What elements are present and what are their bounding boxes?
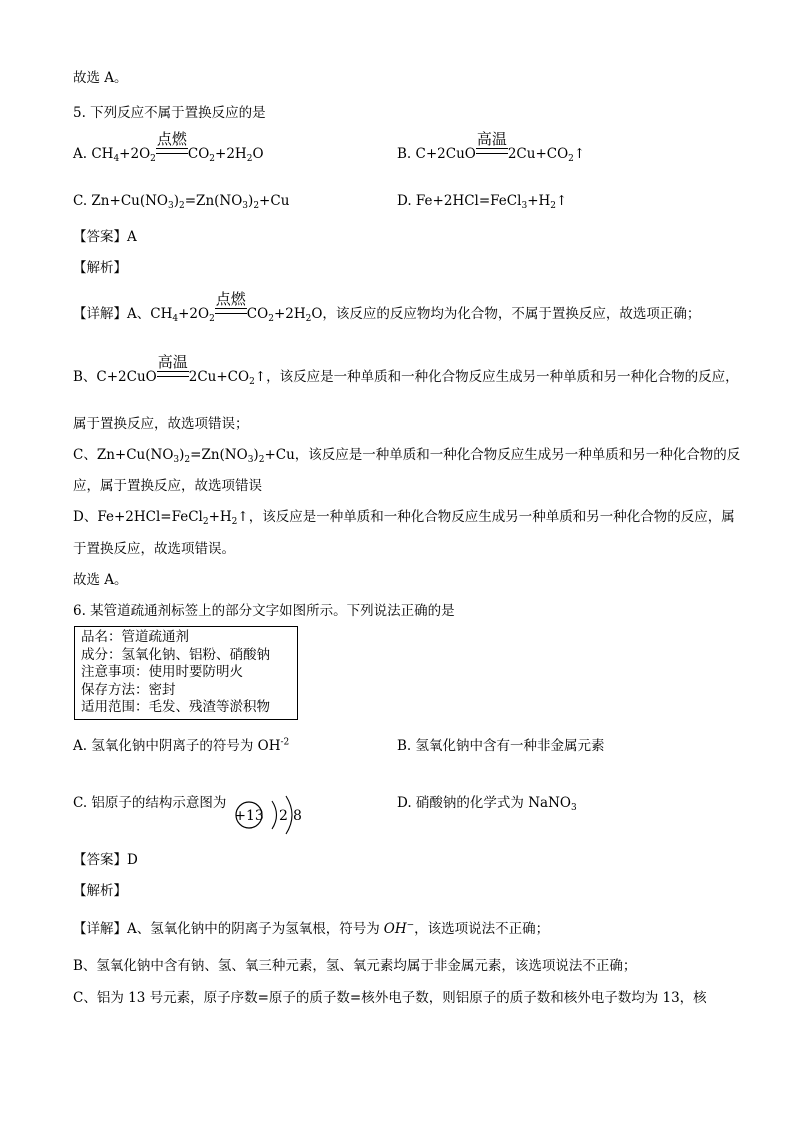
formula-text: +Cu，该反应是一种单质和一种化合物反应生成另一种单质和另一种化合物的反 bbox=[264, 447, 741, 463]
subscript: 2 bbox=[258, 455, 265, 465]
subscript: 2 bbox=[231, 517, 238, 527]
answer-value: D bbox=[127, 852, 138, 868]
formula-text: D. Fe+2HCl=FeCl bbox=[397, 193, 522, 209]
formula-text: ) bbox=[179, 447, 185, 463]
formula-text: D. 硝酸钠的化学式为 NaNO bbox=[397, 795, 571, 811]
detail-5b bbox=[73, 353, 739, 387]
subscript: 4 bbox=[172, 314, 179, 324]
nucleus-charge: +13 bbox=[234, 808, 264, 824]
subscript: 2 bbox=[550, 201, 557, 211]
conclusion-line: 故选 A。 bbox=[73, 70, 128, 86]
formula-text: B、C+2CuO bbox=[73, 369, 157, 385]
formula-text: +2O bbox=[119, 146, 151, 162]
subscript: 2 bbox=[305, 314, 312, 324]
formula-text: +2O bbox=[178, 306, 210, 322]
formula-text: CO bbox=[187, 146, 210, 162]
answer-5 bbox=[73, 225, 137, 245]
detail-tag: 【详解】 bbox=[73, 306, 127, 322]
detail-text: A、氢氧化钠中的阴离子为氢氧根，符号为 bbox=[127, 921, 380, 937]
question-5: 5. 下列反应不属于置换反应的是 bbox=[73, 105, 266, 121]
gas-arrow: ↑ bbox=[573, 146, 586, 162]
formula-text: B. C+2CuO bbox=[397, 146, 476, 162]
analysis-5-heading bbox=[73, 256, 127, 276]
formula-text: A、CH bbox=[127, 306, 173, 322]
detail-5b-cont: 属于置换反应，故选项错误； bbox=[73, 416, 249, 432]
option-5a bbox=[73, 130, 264, 164]
formula-text: +H bbox=[527, 193, 551, 209]
answer-tag: 【答案】 bbox=[73, 852, 127, 868]
formula-text: C、Zn+Cu(NO bbox=[73, 447, 174, 463]
answer-6 bbox=[73, 848, 138, 868]
subscript: 2 bbox=[209, 154, 216, 164]
subscript: 2 bbox=[253, 201, 260, 211]
formula-text: A. CH bbox=[73, 146, 114, 162]
subscript: 3 bbox=[247, 455, 254, 465]
option-6a bbox=[73, 734, 289, 754]
electron-shell-1 bbox=[272, 801, 277, 829]
label-scope: 适用范围：毛发、残渣等淤积物 bbox=[81, 699, 270, 715]
answer-tag: 【答案】 bbox=[73, 229, 127, 245]
shell-2-electrons: 8 bbox=[293, 808, 302, 824]
option-6c: C. 铝原子的结构示意图为 bbox=[73, 795, 227, 811]
reaction-condition bbox=[157, 353, 189, 385]
question-6: 6. 某管道疏通剂标签上的部分文字如图所示。下列说法正确的是 bbox=[73, 603, 455, 619]
formula-text: C. Zn+Cu(NO bbox=[73, 193, 168, 209]
product-label-box bbox=[74, 626, 298, 720]
formula-text: ↑，该反应是一种单质和一种化合物反应生成另一种单质和另一种化合物的反应，属 bbox=[237, 509, 735, 525]
label-storage: 保存方法：密封 bbox=[81, 681, 176, 698]
formula-text: =Zn(NO bbox=[184, 193, 243, 209]
formula-text: D、Fe+2HCl=FeCl bbox=[73, 509, 203, 525]
subscript: 2 bbox=[246, 154, 253, 164]
reaction-condition bbox=[156, 130, 188, 162]
answer-value: A bbox=[127, 229, 137, 245]
subscript: 3 bbox=[242, 201, 249, 211]
option-5b bbox=[397, 130, 586, 164]
option-5d bbox=[397, 193, 567, 209]
subscript: 2 bbox=[150, 154, 156, 164]
detail-5c-cont: 应，属于置换反应，故选项错误 bbox=[73, 478, 262, 494]
subscript: 2 bbox=[568, 154, 574, 164]
subscript: 2 bbox=[249, 377, 255, 387]
detail-6a bbox=[73, 917, 549, 937]
subscript: 2 bbox=[202, 517, 209, 527]
formula-text: ) bbox=[173, 193, 180, 209]
subscript: 3 bbox=[168, 201, 174, 211]
reaction-condition bbox=[476, 130, 508, 162]
subscript: 2 bbox=[268, 314, 274, 324]
label-caution: 注意事项：使用时要防明火 bbox=[81, 664, 243, 680]
formula-text: 2Cu+CO bbox=[507, 146, 569, 162]
analysis-6-heading bbox=[73, 879, 127, 899]
condition-label: 高温 bbox=[476, 130, 507, 148]
subscript: 3 bbox=[521, 201, 528, 211]
detail-5d-cont: 于置换反应，故选项错误。 bbox=[73, 541, 235, 557]
subscript: 2 bbox=[184, 455, 191, 465]
formula-text: +2H bbox=[215, 146, 247, 162]
formula-text: 2Cu+CO bbox=[188, 369, 250, 385]
formula-text: ) bbox=[253, 447, 259, 463]
subscript: 3 bbox=[570, 803, 577, 813]
formula-text: +Cu bbox=[259, 193, 290, 209]
subscript: 2 bbox=[209, 314, 215, 324]
option-6b: B. 氢氧化钠中含有一种非金属元素 bbox=[397, 738, 605, 754]
option-6d bbox=[397, 791, 577, 811]
conclusion-line-5: 故选 A。 bbox=[73, 572, 128, 588]
condition-label: 点燃 bbox=[215, 290, 246, 308]
formula-text: ↑，该反应是一种单质和一种化合物反应生成另一种单质和另一种化合物的反应， bbox=[254, 369, 739, 385]
gas-arrow: ↑ bbox=[556, 193, 568, 209]
shell-1-electrons: 2 bbox=[279, 808, 288, 824]
superscript: − bbox=[406, 920, 415, 931]
ion-symbol: OH bbox=[383, 921, 407, 937]
formula-text: CO bbox=[246, 306, 269, 322]
option-5c bbox=[73, 193, 289, 209]
label-ingredients: 成分：氢氧化钠、铝粉、硝酸钠 bbox=[81, 646, 270, 663]
subscript: 3 bbox=[173, 455, 180, 465]
label-name: 品名：管道疏通剂 bbox=[81, 629, 189, 645]
formula-text: ) bbox=[248, 193, 254, 209]
formula-text: +2H bbox=[273, 306, 306, 322]
aluminum-atom-diagram bbox=[234, 793, 304, 837]
formula-text: O bbox=[252, 146, 264, 162]
condition-label: 高温 bbox=[157, 353, 188, 371]
formula-text: +H bbox=[208, 509, 232, 525]
reaction-condition bbox=[215, 290, 247, 322]
detail-5d bbox=[73, 505, 735, 525]
analysis-tag: 【解析】 bbox=[73, 883, 127, 899]
superscript: -2 bbox=[280, 737, 290, 748]
detail-text: ，该选项说法不正确； bbox=[414, 921, 550, 937]
analysis-tag: 【解析】 bbox=[73, 260, 127, 276]
subscript: 2 bbox=[179, 201, 185, 211]
formula-text: =Zn(NO bbox=[190, 447, 248, 463]
formula-text: O，该反应的反应物均为化合物，不属于置换反应，故选项正确； bbox=[311, 306, 701, 322]
condition-label: 点燃 bbox=[156, 130, 187, 148]
detail-5c bbox=[73, 443, 740, 463]
detail-6c: C、铝为 13 号元素，原子序数=原子的质子数=核外电子数，则铝原子的质子数和核外电子数均为 13，核 bbox=[73, 990, 707, 1006]
subscript: 4 bbox=[113, 154, 120, 164]
detail-5a bbox=[73, 290, 701, 324]
detail-tag: 【详解】 bbox=[73, 921, 127, 937]
detail-6b: B、氢氧化钠中含有钠、氢、氧三种元素，氢、氧元素均属于非金属元素，该选项说法不正确； bbox=[73, 958, 637, 974]
formula-text: A. 氢氧化钠中阴离子的符号为 OH bbox=[73, 738, 281, 754]
